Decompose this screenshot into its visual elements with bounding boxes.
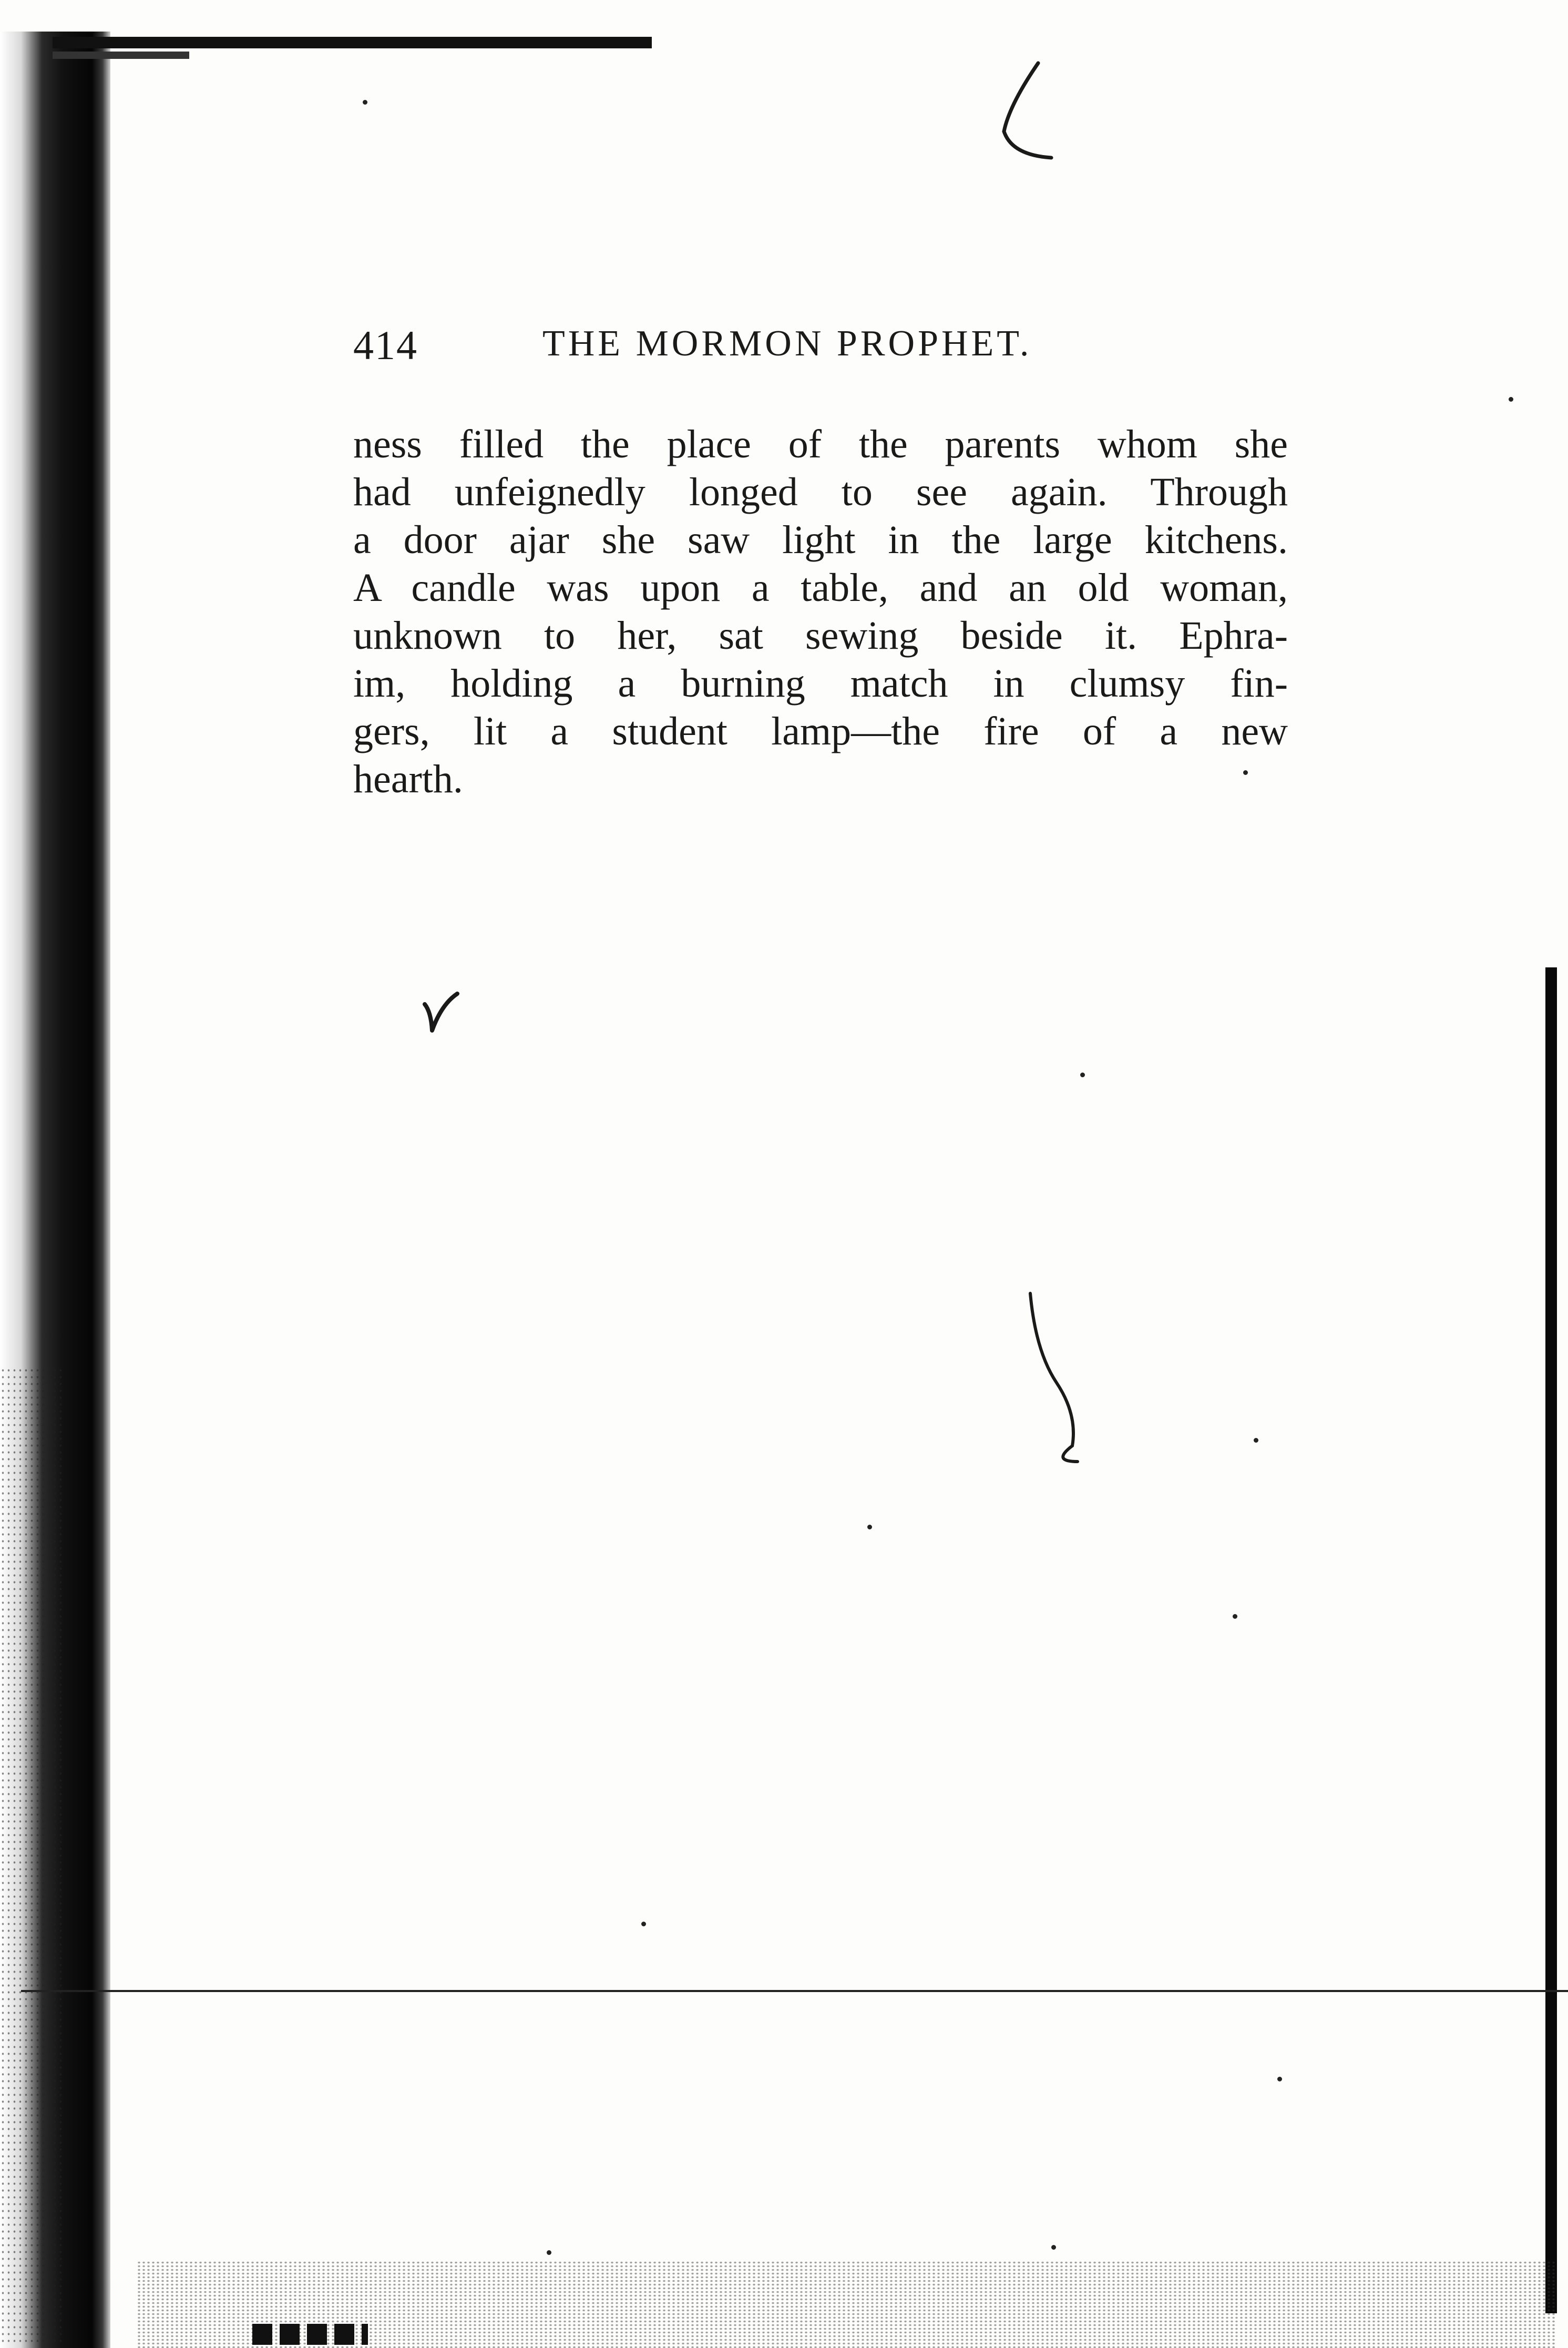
dust-speck <box>1051 2245 1056 2250</box>
dust-speck <box>1509 397 1513 402</box>
dust-speck <box>1080 1073 1085 1077</box>
scan-noise-left <box>0 1367 63 2345</box>
text-line: im, holding a burning match in clumsy fin- <box>353 661 1288 706</box>
dust-speck <box>867 1525 872 1529</box>
scan-edge-top <box>53 37 652 48</box>
text-line: unknown to her, sat sewing beside it. Ephra- <box>353 614 1288 658</box>
text-line: had unfeignedly longed to see again. Through <box>353 470 1288 514</box>
text-line: hearth. <box>353 757 463 801</box>
body-paragraph <box>353 421 1288 803</box>
scan-edge-right <box>1545 967 1557 2313</box>
pencil-squiggle <box>1020 1288 1093 1472</box>
scan-edge-bottom-blocks <box>252 2324 368 2345</box>
dust-speck <box>641 1922 646 1926</box>
pencil-mark-top <box>988 58 1072 173</box>
dust-speck <box>1254 1438 1258 1443</box>
text-line: a door ajar she saw light in the large kitchens. <box>353 518 1288 562</box>
page-number: 414 <box>353 322 418 368</box>
scan-edge-top-secondary <box>53 52 189 59</box>
dust-speck <box>1233 1614 1237 1619</box>
dust-speck <box>363 100 367 105</box>
dust-speck <box>1277 2077 1282 2081</box>
text-line: gers, lit a student lamp—the fire of a new <box>353 709 1288 753</box>
scan-fold-line <box>21 1990 1568 1992</box>
text-line: ness filled the place of the parents whom she <box>353 422 1288 466</box>
pencil-checkmark <box>421 988 463 1036</box>
text-line: A candle was upon a table, and an old woman, <box>353 566 1288 610</box>
page-header <box>353 322 1294 369</box>
running-head: THE MORMON PROPHET. <box>542 323 1032 364</box>
dust-speck <box>547 2250 551 2255</box>
